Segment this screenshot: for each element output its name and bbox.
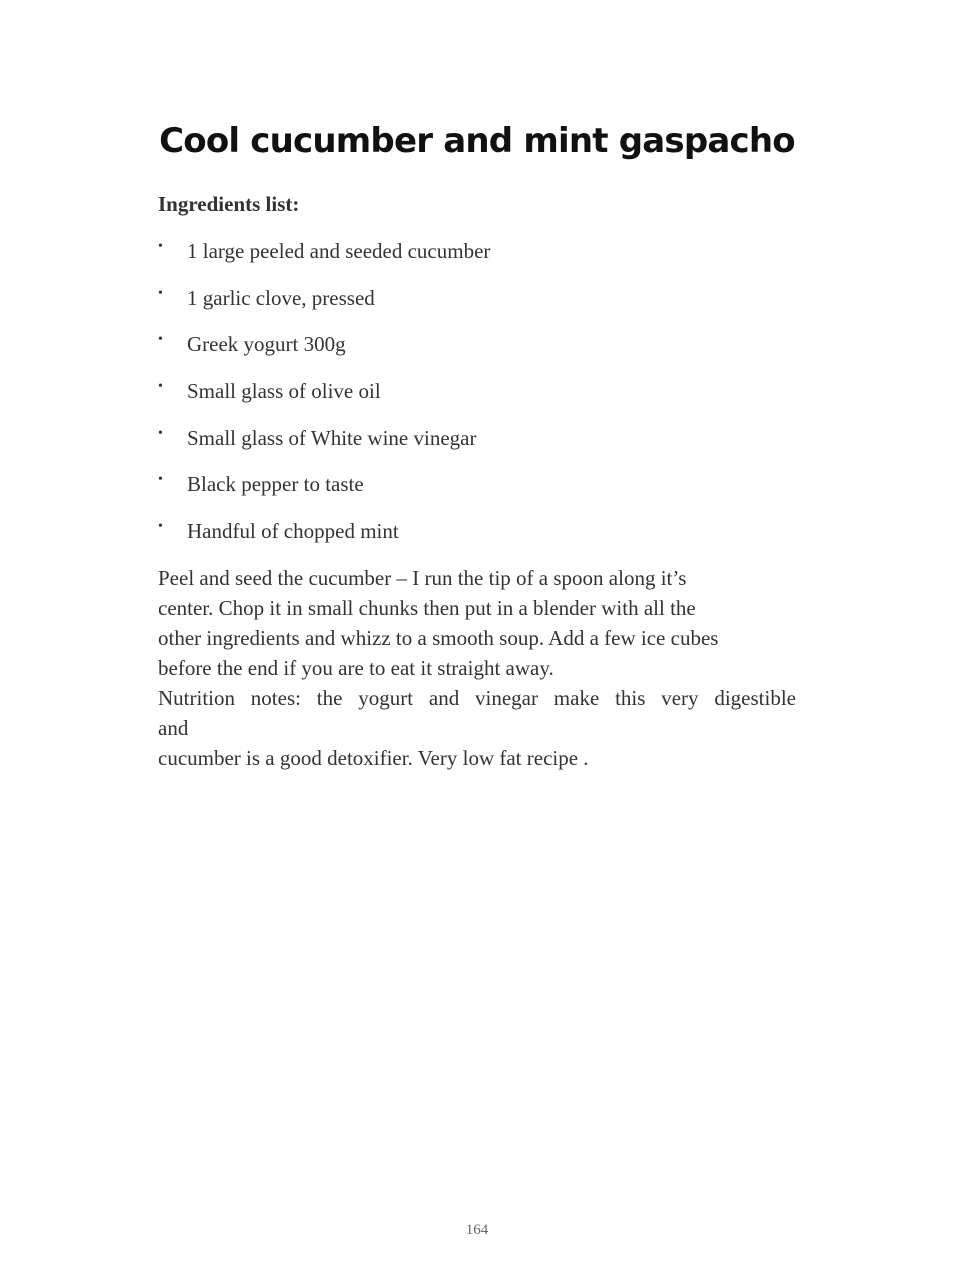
bullet-icon: •: [158, 519, 163, 535]
nutrition-notes-line: cucumber is a good detoxifier. Very low fat recipe .: [158, 746, 589, 770]
ingredient-text: 1 garlic clove, pressed: [187, 285, 375, 310]
bullet-icon: •: [158, 239, 163, 254]
nutrition-notes-line: Nutrition notes: the yogurt and vinegar make this very digestible: [158, 686, 796, 710]
method-line: before the end if you are to eat it straight away.: [158, 656, 554, 680]
nutrition-notes-line: and: [158, 716, 189, 740]
method-line: other ingredients and whizz to a smooth soup. Add a few ice cubes: [158, 626, 719, 650]
bullet-icon: •: [158, 379, 163, 395]
ingredient-text: Handful of chopped mint: [187, 519, 399, 544]
ingredient-text: Greek yogurt 300g: [187, 332, 346, 357]
page-number: 164: [465, 1222, 489, 1238]
ingredients-heading: Ingredients list:: [158, 192, 300, 216]
bullet-icon: •: [158, 425, 163, 441]
ingredient-text: Black pepper to taste: [187, 472, 364, 497]
ingredient-text: 1 large peeled and seeded cucumber: [187, 239, 491, 263]
bullet-icon: •: [158, 285, 163, 301]
method-line: Peel and seed the cucumber – I run the tip of a spoon along it’s: [158, 566, 687, 590]
ingredient-text: Small glass of olive oil: [187, 379, 381, 404]
bullet-icon: •: [158, 472, 163, 488]
bullet-icon: •: [158, 332, 163, 348]
recipe-title: Cool cucumber and mint gaspacho: [159, 121, 795, 161]
method-text: [158, 563, 796, 773]
method-line: center. Chop it in small chunks then put in a blender with all the: [158, 596, 696, 620]
ingredient-text: Small glass of White wine vinegar: [187, 425, 477, 450]
